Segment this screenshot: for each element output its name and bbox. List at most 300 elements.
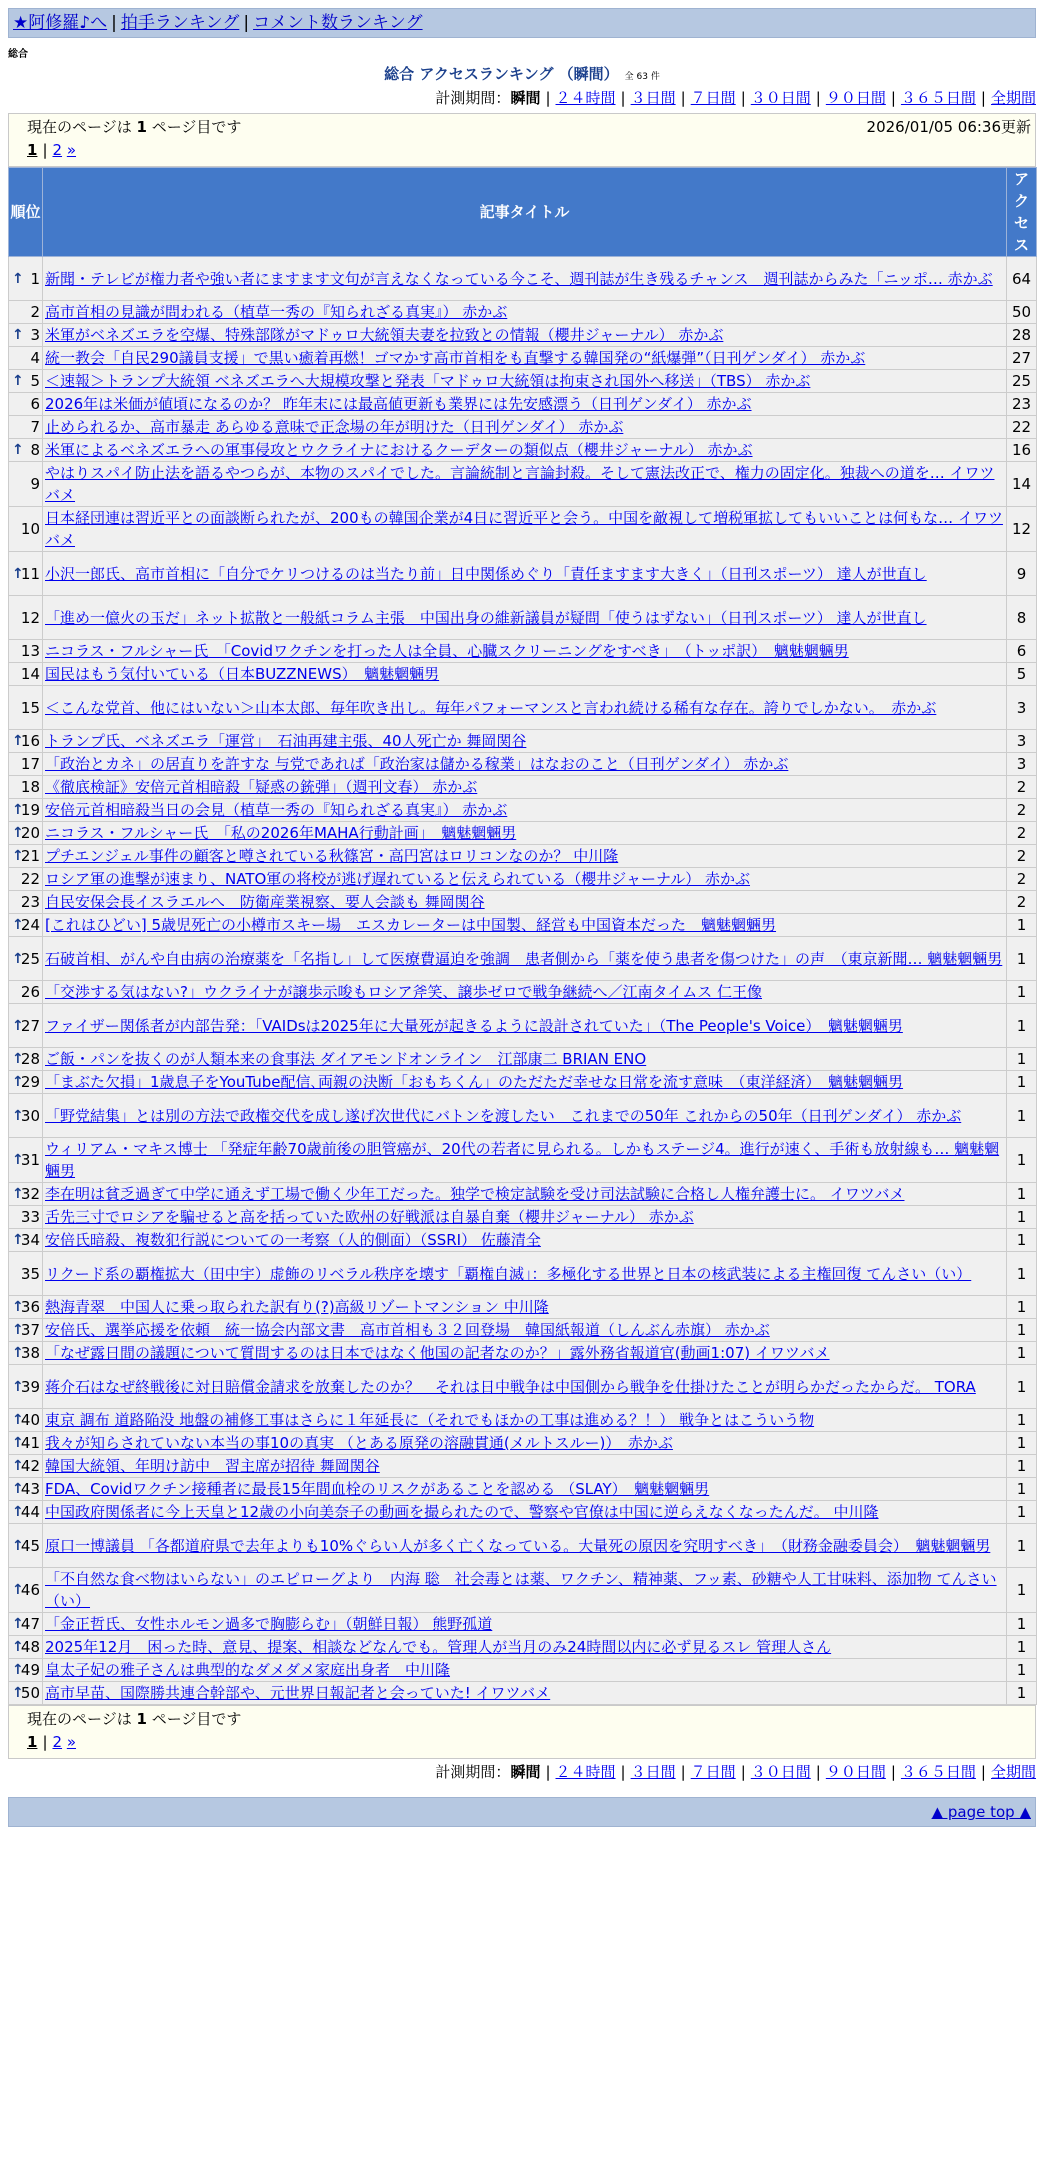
- article-link[interactable]: 我々が知らされていない本当の事10の真実 （とある原発の溶融貫通(メルトスルー)） 赤かぶ: [45, 1434, 673, 1452]
- access-count: 1: [1007, 1365, 1037, 1409]
- rank-number: 8: [30, 441, 40, 459]
- rank-number: 1: [30, 269, 40, 288]
- title-cell: [43, 347, 1007, 370]
- rank-cell: [9, 301, 43, 324]
- title-cell: [43, 439, 1007, 462]
- rank-cell: [9, 507, 43, 552]
- rank-number: 18: [20, 778, 40, 796]
- period-link-7[interactable]: 全期間: [990, 89, 1036, 107]
- access-count: 3: [1007, 730, 1037, 753]
- access-count: 2: [1007, 845, 1037, 868]
- access-count: 2: [1007, 868, 1037, 891]
- rank-cell: [9, 1365, 43, 1409]
- title-cell: [43, 257, 1007, 301]
- period-link-1[interactable]: ２４時間: [555, 89, 616, 107]
- rank-number: 11: [20, 564, 40, 583]
- table-row: [9, 845, 1037, 868]
- table-row: [9, 1524, 1037, 1568]
- table-row: [9, 596, 1037, 640]
- table-row: [9, 753, 1037, 776]
- rank-number: 36: [20, 1298, 40, 1316]
- article-link[interactable]: 「政治とカネ」の居直りを許すな 与党であれば「政治家は儲かる稼業」はなおのこと（日刊ゲンダイ） 赤かぶ: [45, 755, 789, 773]
- rank-up-arrow-icon: ↑: [12, 1582, 24, 1598]
- rank-number: 16: [20, 732, 40, 750]
- rank-number: 41: [20, 1434, 40, 1452]
- period-label: 計測期間：: [435, 1763, 511, 1781]
- rank-number: 25: [20, 949, 40, 968]
- article-link[interactable]: 「進め一億火の玉だ」ネット拡散と一般紙コラム主張 中国出身の維新議員が疑問「使うはずない」（日刊スポーツ） 達人が世直し: [45, 608, 927, 627]
- table-row: [9, 1183, 1037, 1206]
- more-pages-link[interactable]: »: [66, 1733, 77, 1751]
- rank-cell: [9, 416, 43, 439]
- rank-number: 33: [20, 1208, 40, 1226]
- access-count: 6: [1007, 640, 1037, 663]
- page-number: 1: [136, 118, 147, 136]
- rank-cell: [9, 1094, 43, 1138]
- table-row: [9, 981, 1037, 1004]
- page-info-pre: 現在のページは: [27, 1710, 137, 1728]
- rank-up-arrow-icon: ↑: [12, 848, 24, 864]
- access-count: 1: [1007, 937, 1037, 981]
- page-separator: |: [42, 1733, 48, 1751]
- table-row: [9, 1094, 1037, 1138]
- table-row: [9, 1501, 1037, 1524]
- rank-number: 12: [20, 608, 40, 627]
- rank-cell: [9, 1478, 43, 1501]
- article-link[interactable]: リクード系の覇権拡大（田中宇）虚飾のリベラル秩序を壊す「覇権自滅」：多極化する世界と日本の核武装による主権回復 てんさい（い）: [45, 1264, 972, 1283]
- rank-up-arrow-icon: ↑: [12, 733, 24, 749]
- table-row: [9, 822, 1037, 845]
- clap-ranking-link[interactable]: 拍手ランキング: [120, 13, 240, 33]
- pager-top: [8, 113, 1036, 167]
- rank-up-arrow-icon: ↑: [12, 1299, 24, 1315]
- rank-up-arrow-icon: ↑: [12, 917, 24, 933]
- title-cell: [43, 1682, 1007, 1705]
- rank-number: 45: [20, 1536, 40, 1555]
- rank-number: 24: [20, 916, 40, 934]
- period-separator: |: [545, 1763, 551, 1781]
- period-separator: |: [620, 89, 626, 107]
- access-count: 1: [1007, 1659, 1037, 1682]
- access-count: 1: [1007, 1252, 1037, 1296]
- page-separator: |: [42, 141, 48, 159]
- rank-number: 43: [20, 1480, 40, 1498]
- table-row: [9, 686, 1037, 730]
- table-row: [9, 1048, 1037, 1071]
- access-count: 8: [1007, 596, 1037, 640]
- access-count: 14: [1007, 462, 1037, 507]
- rank-cell: [9, 730, 43, 753]
- rank-number: 20: [20, 824, 40, 842]
- article-link[interactable]: ウィリアム・マキス博士 「発症年齢70歳前後の胆管癌が、20代の若者に見られる。しかもステージ4。進行が速く、手術も放射線も… 魑魅魍魎男: [45, 1140, 1000, 1180]
- access-count: 3: [1007, 686, 1037, 730]
- rank-number: 9: [30, 475, 40, 493]
- rank-cell: [9, 552, 43, 596]
- rank-cell: [9, 1004, 43, 1048]
- title-cell: [43, 370, 1007, 393]
- access-count: 1: [1007, 1206, 1037, 1229]
- rank-cell: [9, 1682, 43, 1705]
- table-row: [9, 1071, 1037, 1094]
- rank-up-arrow-icon: ↑: [12, 802, 24, 818]
- rank-number: 31: [20, 1151, 40, 1169]
- article-link[interactable]: 日本経団連は習近平との面談断られたが、200もの韓国企業が4日に習近平と会う。中国を敵視して増税軍拡してもいいことは何もな… イワツバメ: [45, 509, 1003, 549]
- article-link[interactable]: 高市首相の見識が問われる（植草一秀の『知られざる真実』） 赤かぶ: [45, 303, 508, 321]
- period-selector-bottom: [8, 1761, 1036, 1783]
- pager-bottom: [8, 1705, 1036, 1759]
- title-cell: [43, 1342, 1007, 1365]
- title-cell: [43, 663, 1007, 686]
- access-count: 1: [1007, 1004, 1037, 1048]
- table-row: [9, 868, 1037, 891]
- access-count: 16: [1007, 439, 1037, 462]
- current-page: 1: [27, 141, 38, 159]
- article-link[interactable]: ニコラス・フルシャー氏 「私の2026年MAHA行動計画」 魑魅魍魎男: [45, 824, 517, 842]
- access-count: 1: [1007, 1455, 1037, 1478]
- period-separator: |: [815, 1763, 821, 1781]
- updated-timestamp: 2026/01/05 06:36更新: [866, 118, 1031, 136]
- article-link[interactable]: 国民はもう気付いている（日本BUZZNEWS） 魑魅魍魎男: [45, 665, 440, 683]
- article-link[interactable]: 米軍によるベネズエラへの軍事侵攻とウクライナにおけるクーデターの類似点（櫻井ジャーナル） 赤かぶ: [45, 441, 753, 459]
- rank-up-arrow-icon: ↑: [12, 1232, 24, 1248]
- article-link[interactable]: ＜速報＞トランプ大統領 ベネズエラへ大規模攻撃と発表「マドゥロ大統領は拘束され国外へ移送」（TBS） 赤かぶ: [45, 372, 811, 390]
- article-link[interactable]: 2025年12月 困った時、意見、提案、相談などなんでも。管理人が当月のみ24時間以内に必ず見るスレ 管理人さん: [45, 1638, 832, 1656]
- period-link-5[interactable]: ９０日間: [825, 89, 886, 107]
- article-link[interactable]: 小沢一郎氏、高市首相に「自分でケリつけるのは当たり前」日中関係めぐり「責任ますます大きく」（日刊スポーツ） 達人が世直し: [45, 564, 927, 583]
- rank-number: 21: [20, 847, 40, 865]
- rank-up-arrow-icon: ↑: [12, 1616, 24, 1632]
- article-link[interactable]: ニコラス・フルシャー氏 「Covidワクチンを打った人は全員、心臓スクリーニングをすべき」 （トッポ訳） 魑魅魍魎男: [45, 642, 849, 660]
- period-link-2[interactable]: ３日間: [630, 89, 676, 107]
- period-link-4[interactable]: ３０日間: [750, 1763, 811, 1781]
- rank-cell: [9, 640, 43, 663]
- rank-cell: [9, 1636, 43, 1659]
- rank-cell: [9, 1206, 43, 1229]
- rank-number: 35: [20, 1264, 40, 1283]
- rank-number: 50: [20, 1684, 40, 1702]
- period-link-7[interactable]: 全期間: [990, 1763, 1036, 1781]
- rank-up-arrow-icon: ↑: [12, 1435, 24, 1451]
- table-row: [9, 1455, 1037, 1478]
- table-row: [9, 776, 1037, 799]
- rank-up-arrow-icon: ↑: [12, 373, 24, 389]
- rank-number: 5: [30, 372, 40, 390]
- rank-number: 29: [20, 1073, 40, 1091]
- period-separator: |: [980, 1763, 986, 1781]
- rank-up-arrow-icon: ↑: [12, 1017, 24, 1034]
- article-link[interactable]: 止められるか、高市暴走 あらゆる意味で正念場の年が明けた（日刊ゲンダイ） 赤かぶ: [45, 418, 624, 436]
- table-row: [9, 1252, 1037, 1296]
- rank-number: 23: [20, 893, 40, 911]
- article-link[interactable]: 安倍元首相暗殺当日の会見（植草一秀の『知られざる真実』） 赤かぶ: [45, 801, 508, 819]
- rank-cell: [9, 1409, 43, 1432]
- title-cell: [43, 868, 1007, 891]
- rank-cell: [9, 257, 43, 301]
- rank-number: 48: [20, 1638, 40, 1656]
- article-link[interactable]: FDA、Covidワクチン接種者に最長15年間血栓のリスクがあることを認める （SLAY） 魑魅魍魎男: [45, 1480, 710, 1498]
- title-cell: [43, 1636, 1007, 1659]
- nav-separator: |: [243, 13, 250, 33]
- access-count: 1: [1007, 981, 1037, 1004]
- table-row: [9, 640, 1037, 663]
- rank-number: 4: [30, 349, 40, 367]
- article-link[interactable]: プチエンジェル事件の顧客と噂されている秋篠宮・高円宮はロリコンなのか？ 中川隆: [45, 847, 619, 865]
- table-row: [9, 1636, 1037, 1659]
- rank-cell: [9, 1048, 43, 1071]
- rank-cell: [9, 324, 43, 347]
- access-count: 1: [1007, 1048, 1037, 1071]
- title-cell: [43, 891, 1007, 914]
- page-info-post: ページ目です: [146, 118, 242, 136]
- rank-cell: [9, 981, 43, 1004]
- rank-cell: [9, 1501, 43, 1524]
- title-cell: [43, 1568, 1007, 1613]
- rank-cell: [9, 393, 43, 416]
- table-row: [9, 1365, 1037, 1409]
- access-count: 3: [1007, 753, 1037, 776]
- period-separator: |: [890, 89, 896, 107]
- title-cell: [43, 1501, 1007, 1524]
- access-count: 28: [1007, 324, 1037, 347]
- article-link[interactable]: ＜こんな党首、他にはいない＞山本太郎、毎年吹き出し。毎年パフォーマンスと言われ続ける稀有な存在。誇りでしかない。 赤かぶ: [45, 698, 937, 717]
- nav-separator: |: [111, 13, 117, 33]
- rank-cell: [9, 753, 43, 776]
- rank-up-arrow-icon: ↑: [12, 1662, 24, 1678]
- article-link[interactable]: 《徹底検証》安倍元首相暗殺「疑惑の銃弾」（週刊文春） 赤かぶ: [45, 778, 478, 796]
- rank-cell: [9, 937, 43, 981]
- article-link[interactable]: 安倍氏暗殺、複数犯行説についての一考察（人的側面）（SSRI） 佐藤清全: [45, 1231, 541, 1249]
- page-top-link[interactable]: ▲ page top ▲: [931, 1803, 1031, 1821]
- access-count: 1: [1007, 914, 1037, 937]
- access-count: 1: [1007, 1432, 1037, 1455]
- rank-cell: [9, 1229, 43, 1252]
- article-link[interactable]: ロシア軍の進撃が速まり、NATO軍の将校が逃げ遅れていると伝えられている（櫻井ジャーナル） 赤かぶ: [45, 870, 751, 888]
- next-page-link[interactable]: 2: [52, 1733, 63, 1751]
- page-info-post: ページ目です: [146, 1710, 242, 1728]
- table-row: [9, 507, 1037, 552]
- title-cell: [43, 799, 1007, 822]
- article-link[interactable]: 熱海青翠 中国人に乗っ取られた訳有り(?)高級リゾートマンション 中川隆: [45, 1298, 549, 1316]
- title-cell: [43, 1048, 1007, 1071]
- rank-up-arrow-icon: ↑: [12, 1458, 24, 1474]
- article-link[interactable]: 中国政府関係者に今上天皇と12歳の小向美奈子の動画を撮られたので、警察や官僚は中国に逆らえなくなったんだ。 中川隆: [45, 1503, 879, 1521]
- rank-number: 13: [20, 642, 40, 660]
- article-link[interactable]: 高市早苗、国際勝共連合幹部や、元世界日報記者と会っていた! イワツバメ: [45, 1684, 551, 1702]
- access-count: 2: [1007, 799, 1037, 822]
- article-link[interactable]: 「まぶた欠損」1歳息子をYouTube配信､両親の決断「おもちくん」のただただ幸せな日常を流す意味 （東洋経済） 魑魅魍魎男: [45, 1073, 904, 1091]
- period-separator: |: [680, 1763, 686, 1781]
- title-cell: [43, 981, 1007, 1004]
- rank-number: 14: [20, 665, 40, 683]
- more-pages-link[interactable]: »: [66, 141, 77, 159]
- rank-number: 38: [20, 1344, 40, 1362]
- period-selector-top: [8, 87, 1036, 109]
- table-row: [9, 439, 1037, 462]
- rank-up-arrow-icon: ↑: [12, 270, 24, 287]
- article-link[interactable]: 「野党結集」とは別の方法で政権交代を成し遂げ次世代にバトンを渡したい これまでの50年 これからの50年（日刊ゲンダイ） 赤かぶ: [45, 1106, 962, 1125]
- title-cell: [43, 1296, 1007, 1319]
- title-cell: [43, 1524, 1007, 1568]
- rank-up-arrow-icon: ↑: [12, 442, 24, 458]
- home-link[interactable]: ★阿修羅♪へ: [13, 13, 108, 33]
- title-cell: [43, 1365, 1007, 1409]
- article-link[interactable]: 東京 調布 道路陥没 地盤の補修工事はさらに１年延長に（それでもほかの工事は進める？！） 戦争とはこういう物: [45, 1411, 815, 1429]
- rank-cell: [9, 1071, 43, 1094]
- rank-up-arrow-icon: ↑: [12, 950, 24, 967]
- rank-up-arrow-icon: ↑: [12, 1378, 24, 1395]
- access-count: 1: [1007, 1296, 1037, 1319]
- table-row: [9, 1659, 1037, 1682]
- rank-up-arrow-icon: ↑: [12, 1051, 24, 1067]
- period-separator: |: [680, 89, 686, 107]
- table-row: [9, 937, 1037, 981]
- rank-number: 39: [20, 1377, 40, 1396]
- col-access-header: アクセス: [1007, 168, 1037, 257]
- article-link[interactable]: やはりスパイ防止法を語るやつらが、本物のスパイでした。言論統制と言論封殺。そして憲法改正で、権力の固定化。独裁への道を… イワツバメ: [45, 464, 995, 504]
- period-separator: |: [545, 89, 551, 107]
- title-cell: [43, 301, 1007, 324]
- rank-number: 7: [30, 418, 40, 436]
- title-cell: [43, 1138, 1007, 1183]
- access-count: 1: [1007, 1342, 1037, 1365]
- next-page-link[interactable]: 2: [52, 141, 63, 159]
- period-link-6[interactable]: ３６５日間: [900, 89, 976, 107]
- article-link[interactable]: 安倍氏、選挙応援を依頼 統一協会内部文書 高市首相も３２回登場 韓国紙報道（しんぶん赤旗） 赤かぶ: [45, 1321, 770, 1339]
- period-link-3[interactable]: ７日間: [690, 89, 736, 107]
- table-row: [9, 1229, 1037, 1252]
- title-cell: [43, 1613, 1007, 1636]
- rank-up-arrow-icon: ↑: [12, 1322, 24, 1338]
- rank-up-arrow-icon: ↑: [12, 1685, 24, 1701]
- table-row: [9, 1682, 1037, 1705]
- rank-cell: [9, 776, 43, 799]
- rank-number: 3: [30, 326, 40, 344]
- access-count: 12: [1007, 507, 1037, 552]
- article-link[interactable]: 「交渉する気はない?」ウクライナが譲歩示唆もロシア斧笑、譲歩ゼロで戦争継続へ／江南タイムス 仁王像: [45, 983, 762, 1001]
- access-count: 1: [1007, 1613, 1037, 1636]
- ranking-heading: [8, 63, 1036, 85]
- article-link[interactable]: 新聞・テレビが権力者や強い者にますます文句が言えなくなっている今こそ、週刊誌が生き残るチャンス 週刊誌からみた「ニッポ… 赤かぶ: [45, 269, 993, 288]
- rank-number: 49: [20, 1661, 40, 1679]
- access-count: 1: [1007, 1409, 1037, 1432]
- rank-cell: [9, 663, 43, 686]
- rank-cell: [9, 439, 43, 462]
- access-count: 64: [1007, 257, 1037, 301]
- period-link-1[interactable]: ２４時間: [555, 1763, 616, 1781]
- title-cell: [43, 845, 1007, 868]
- article-link[interactable]: [これはひどい] 5歳児死亡の小樽市スキー場 エスカレーターは中国製、経営も中国資本だった 魑魅魍魎男: [45, 916, 777, 934]
- title-cell: [43, 730, 1007, 753]
- article-link[interactable]: 蒋介石はなぜ終戦後に対日賠償金請求を放棄したのか？ それは日中戦争は中国側から戦争を仕掛けたことが明らかだったからだ。 TORA: [45, 1377, 976, 1396]
- title-cell: [43, 753, 1007, 776]
- rank-cell: [9, 1138, 43, 1183]
- article-link[interactable]: 「金正哲氏、女性ホルモン過多で胸膨らむ」（朝鮮日報） 熊野孤道: [45, 1615, 493, 1633]
- period-separator: |: [815, 89, 821, 107]
- article-link[interactable]: 石破首相、がんや自由病の治療薬を「名指し」して医療費逼迫を強調 患者側から「薬を使う患者を傷つけた」の声 （東京新聞… 魑魅魍魎男: [45, 949, 1003, 968]
- rank-up-arrow-icon: ↑: [12, 1074, 24, 1090]
- table-row: [9, 347, 1037, 370]
- table-row: [9, 393, 1037, 416]
- rank-up-arrow-icon: ↑: [12, 1345, 24, 1361]
- article-link[interactable]: 2026年は米価が値頃になるのか？ 昨年末には最高値更新も業界には先安感漂う（日刊ゲンダイ） 赤かぶ: [45, 395, 752, 413]
- rank-cell: [9, 1342, 43, 1365]
- period-link-3[interactable]: ７日間: [690, 1763, 736, 1781]
- rank-cell: [9, 596, 43, 640]
- access-count: 23: [1007, 393, 1037, 416]
- rank-number: 6: [30, 395, 40, 413]
- period-link-4[interactable]: ３０日間: [750, 89, 811, 107]
- rank-cell: [9, 822, 43, 845]
- article-link[interactable]: 李在明は貧乏過ぎて中学に通えず工場で働く少年工だった。独学で検定試験を受け司法試験に合格し人権弁護士に。 イワツバメ: [45, 1185, 905, 1203]
- table-row: [9, 301, 1037, 324]
- article-link[interactable]: ファイザー関係者が内部告発：「VAIDsは2025年に大量死が起きるように設計されていた」（The People's Voice） 魑魅魍魎男: [45, 1016, 903, 1035]
- rank-number: 46: [20, 1581, 40, 1599]
- table-row: [9, 1004, 1037, 1048]
- table-row: [9, 1409, 1037, 1432]
- article-link[interactable]: 米軍がベネズエラを空爆、特殊部隊がマドゥロ大統領夫妻を拉致との情報（櫻井ジャーナル） 赤かぶ: [45, 326, 724, 344]
- table-row: [9, 914, 1037, 937]
- rank-number: 34: [20, 1231, 40, 1249]
- title-cell: [43, 1206, 1007, 1229]
- article-link[interactable]: トランプ氏、ベネズエラ「運営」 石油再建主張、40人死亡か 舞岡関谷: [45, 732, 527, 750]
- article-link[interactable]: 舌先三寸でロシアを騙せると高を括っていた欧州の好戦派は自暴自棄（櫻井ジャーナル） 赤かぶ: [45, 1208, 694, 1226]
- rank-cell: [9, 1613, 43, 1636]
- rank-cell: [9, 1659, 43, 1682]
- period-label: 計測期間：: [435, 89, 511, 107]
- rank-up-arrow-icon: ↑: [12, 1412, 24, 1428]
- page-links: [27, 1732, 76, 1752]
- rank-number: 40: [20, 1411, 40, 1429]
- rank-number: 19: [20, 801, 40, 819]
- article-link[interactable]: 自民安保会長イスラエルへ 防衛産業視察、要人会談も 舞岡関谷: [45, 893, 485, 911]
- table-row: [9, 1478, 1037, 1501]
- rank-cell: [9, 1432, 43, 1455]
- access-count: 1: [1007, 1478, 1037, 1501]
- access-count: 5: [1007, 663, 1037, 686]
- article-link[interactable]: 「不自然な食べ物はいらない」のエピローグより 内海 聡 社会毒とは薬、ワクチン、精神薬、フッ素、砂糖や人工甘味料、添加物 てんさい（い）: [45, 1570, 997, 1610]
- table-row: [9, 552, 1037, 596]
- article-link[interactable]: 原口一博議員 「各都道府県で去年よりも10%ぐらい人が多く亡くなっている。大量死の原因を究明すべき」 （財務金融委員会） 魑魅魍魎男: [45, 1536, 991, 1555]
- period-link-2[interactable]: ３日間: [630, 1763, 676, 1781]
- title-cell: [43, 462, 1007, 507]
- table-row: [9, 1206, 1037, 1229]
- article-link[interactable]: 「なぜ露日間の議題について質問するのは日本ではなく他国の記者なのか？」露外務省報道官(動画1:07) イワツバメ: [45, 1344, 830, 1362]
- title-cell: [43, 937, 1007, 981]
- article-link[interactable]: 統一教会「自民290議員支援」で黒い癒着再燃！ゴマかす高市首相をも直撃する韓国発の“紙爆弾”（日刊ゲンダイ） 赤かぶ: [45, 349, 866, 367]
- article-link[interactable]: 皇太子妃の雅子さんは典型的なダメダメ家庭出身者 中川隆: [45, 1661, 451, 1679]
- comment-ranking-link[interactable]: コメント数ランキング: [253, 13, 423, 33]
- rank-cell: [9, 799, 43, 822]
- access-count: 25: [1007, 370, 1037, 393]
- rank-cell: [9, 1252, 43, 1296]
- rank-number: 22: [20, 870, 40, 888]
- period-link-5[interactable]: ９０日間: [825, 1763, 886, 1781]
- col-title-header: 記事タイトル: [43, 168, 1007, 257]
- period-link-6[interactable]: ３６５日間: [900, 1763, 976, 1781]
- title-cell: [43, 1071, 1007, 1094]
- footer-bar: [8, 1797, 1036, 1827]
- col-rank-header: 順位: [9, 168, 43, 257]
- page-info-pre: 現在のページは: [27, 118, 137, 136]
- period-separator: |: [980, 89, 986, 107]
- article-link[interactable]: ご飯・パンを抜くのが人類本来の食事法 ダイアモンドオンライン 江部康二 BRIAN ENO: [45, 1050, 647, 1068]
- article-link[interactable]: 韓国大統領、年明け訪中 習主席が招待 舞岡関谷: [45, 1457, 380, 1475]
- table-row: [9, 1342, 1037, 1365]
- title-cell: [43, 596, 1007, 640]
- access-count: 1: [1007, 1229, 1037, 1252]
- table-row: [9, 1613, 1037, 1636]
- rank-number: 27: [20, 1016, 40, 1035]
